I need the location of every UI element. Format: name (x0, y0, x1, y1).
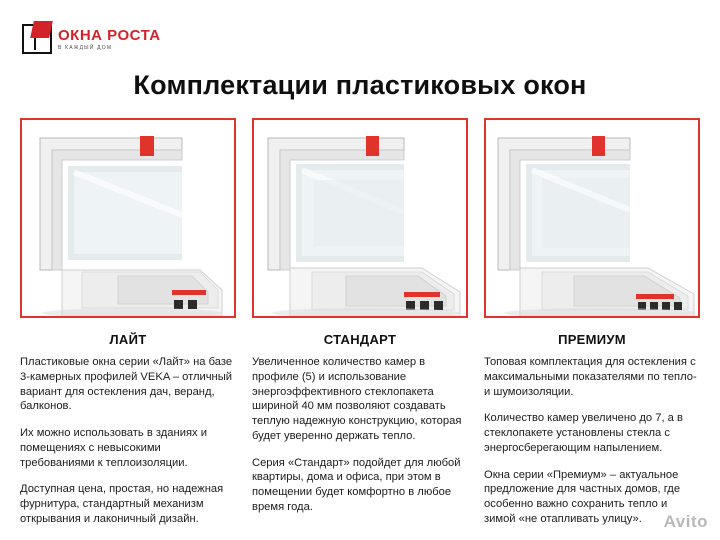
brand-name: ОКНА РОСТА (58, 26, 161, 44)
column-paragraph: Количество камер увеличено до 7, а в стеклопакете установлены стекла с энергосберегающим напылением. (484, 412, 683, 454)
column-title: СТАНДАРТ (323, 332, 397, 347)
column-paragraph: Пластиковые окна серии «Лайт» на базе 3-камерных профилей VEKA – отличный вариант для остекления дач, веранд, балконов. (20, 356, 233, 413)
column-paragraph: Увеличенное количество камер в профиле (5) и использование энергоэффективного стеклопакета шириной 40 мм позволяют создавать теплую надежную конструкцию, которая будет уверенно держать тепло. (252, 356, 462, 442)
column-paragraph: Их можно использовать в зданиях и помещениях с невысокими требованиями к теплоизоляции. (20, 427, 207, 469)
column-paragraph: Серия «Стандарт» подойдет для любой квартиры, дома и офиса, при этом в помещении будет комфортно в любое время года. (252, 456, 461, 514)
column-body (484, 355, 700, 527)
brand-tagline: В КАЖДЫЙ ДОМ (58, 44, 113, 51)
column-body (20, 355, 236, 527)
window-profile-light-image (20, 118, 236, 318)
column-paragraph: Доступная цена, простая, но надежная фурнитура, стандартный механизм открывания и лаконичный дизайн. (20, 483, 224, 526)
window-corner-illustration (254, 120, 466, 316)
page-title: Комплектации пластиковых окон (133, 70, 587, 100)
brand-logo (22, 24, 161, 54)
column-light (20, 118, 236, 527)
brand-text (58, 28, 161, 51)
column-premium (484, 118, 700, 527)
columns-container (20, 118, 700, 527)
window-corner-illustration (22, 120, 234, 316)
window-logo-icon (22, 24, 52, 54)
column-paragraph: Окна серии «Премиум» – актуальное предложение для частных домов, где особенно важно сохранить тепло и зимой «не отапливать улицу». (484, 468, 681, 526)
column-title: ЛАЙТ (109, 332, 147, 347)
column-standard (252, 118, 468, 527)
window-profile-premium-image (484, 118, 700, 318)
column-paragraph: Топовая комплектация для остекления с максимальными показателями по тепло- и шумоизоляции. (484, 356, 697, 398)
watermark: Avito (663, 512, 708, 531)
column-body (252, 355, 468, 515)
window-corner-illustration (486, 120, 698, 316)
column-title: ПРЕМИУМ (558, 332, 626, 347)
window-profile-standard-image (252, 118, 468, 318)
